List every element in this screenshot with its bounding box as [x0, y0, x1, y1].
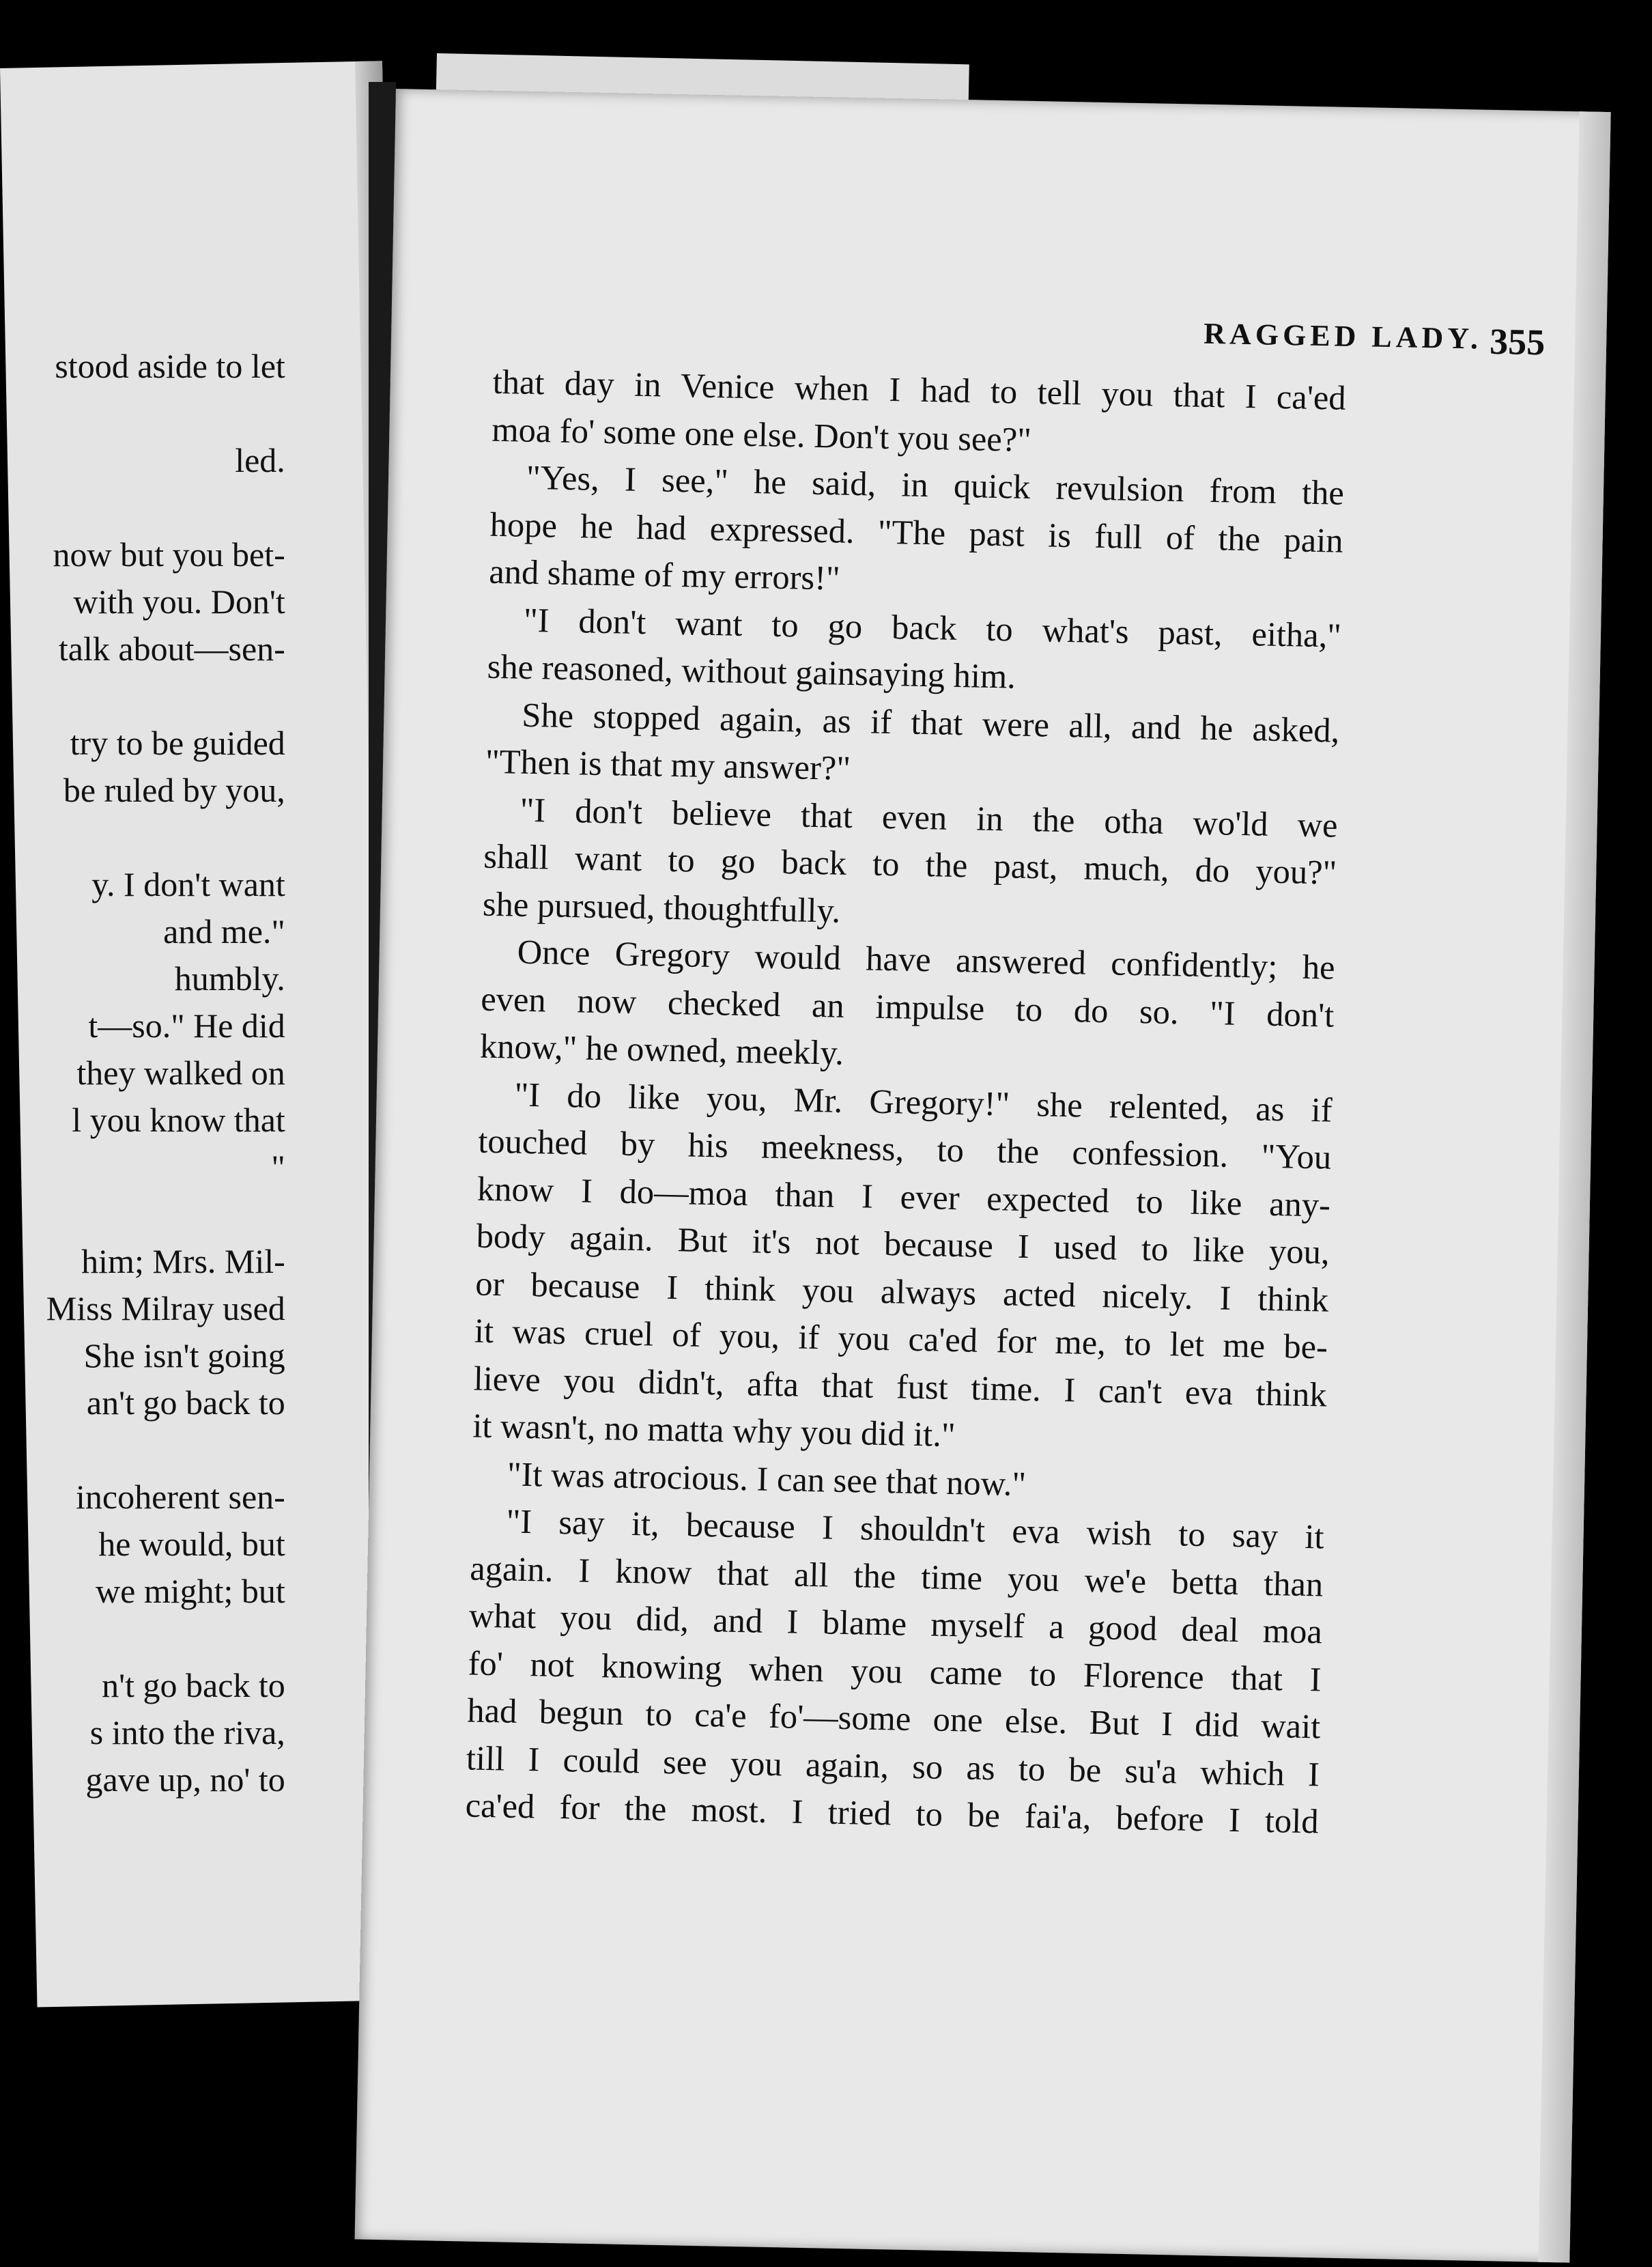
- text-line: it was cruel of you, if you ca'ed for me, to let me be-: [474, 1311, 1328, 1366]
- text-line: Once Gregory would have answered confidently; he: [517, 932, 1336, 987]
- text-line: "I say it, because I shouldn't eva wish to say it: [506, 1502, 1325, 1556]
- left-page-line: l you know that: [72, 1101, 285, 1140]
- left-page-line: [5, 1615, 285, 1662]
- text-line: "It was atrocious. I can see that now.": [507, 1454, 1027, 1503]
- left-page-line: be ruled by you,: [63, 771, 285, 810]
- text-line: body again. But it's not because I used to like you,: [476, 1216, 1330, 1271]
- text-line: even now checked an impulse to do so. "I don't: [480, 979, 1335, 1034]
- text-line: ca'ed for the most. I tried to be fai'a, before I told: [465, 1786, 1320, 1841]
- text-line: know," he owned, meekly.: [479, 1026, 844, 1072]
- text-line: had begun to ca'e fo'—some one else. But I did wait: [466, 1691, 1321, 1746]
- right-page: [355, 89, 1611, 2263]
- text-line: she pursued, thoughtfully.: [482, 884, 841, 930]
- text-line: she reasoned, without gainsaying him.: [487, 647, 1016, 696]
- left-page-line: She isn't going: [83, 1336, 285, 1375]
- left-page-line: Miss Milray used: [46, 1289, 285, 1328]
- left-page-line: now but you bet-: [53, 535, 285, 574]
- left-page-line: they walked on: [76, 1054, 285, 1093]
- text-line: and shame of my errors!": [488, 552, 841, 597]
- text-line: it wasn't, no matta why you did it.": [472, 1406, 956, 1454]
- body-text: [465, 358, 1346, 1846]
- text-line: moa fo' some one else. Don't you see?": [491, 410, 1032, 459]
- page-number: 355: [1489, 320, 1546, 363]
- left-page-line: [5, 1191, 285, 1238]
- text-line: "Yes, I see," he said, in quick revulsion from the: [526, 457, 1345, 512]
- text-line: "I don't believe that even in the otha wo'ld we: [519, 790, 1339, 845]
- left-page-line: s into the riva,: [89, 1713, 285, 1752]
- left-page-line: n't go back to: [102, 1666, 285, 1705]
- text-line: shall want to go back to the past, much, do you?": [483, 836, 1337, 892]
- left-page-line: [5, 814, 285, 861]
- running-head: [794, 301, 1546, 363]
- text-line: that day in Venice when I had to tell you that I ca'ed: [492, 362, 1347, 417]
- text-line: fo' not knowing when you came to Florence that I: [468, 1643, 1322, 1698]
- left-page-line: we might; but: [96, 1572, 285, 1611]
- running-title: RAGGED LADY.: [1203, 316, 1483, 356]
- left-page: [0, 61, 419, 2007]
- left-page-line: try to be guided: [70, 724, 285, 763]
- left-page-text: [5, 343, 285, 1803]
- left-page-line: [5, 673, 285, 720]
- left-page-line: [5, 484, 285, 531]
- text-line: what you did, and I blame myself a good deal moa: [468, 1596, 1323, 1651]
- text-line: till I could see you again, so as to be su'a which I: [466, 1738, 1320, 1793]
- left-page-line: [5, 390, 285, 437]
- text-line: lieve you didn't, afta that fust time. I can't eva think: [473, 1359, 1328, 1414]
- text-line: She stopped again, as if that were all, and he asked,: [521, 695, 1340, 750]
- left-page-line: him; Mrs. Mil-: [81, 1242, 285, 1281]
- text-line: touched by his meekness, to the confession. "You: [477, 1121, 1332, 1177]
- left-page-line: talk about—sen-: [58, 630, 285, 668]
- left-page-line: t—so." He did: [88, 1006, 285, 1045]
- text-line: or because I think you always acted nicely. I think: [474, 1264, 1329, 1319]
- left-page-line: led.: [235, 441, 285, 480]
- left-page-line: gave up, no' to: [85, 1760, 285, 1799]
- text-line: "I don't want to go back to what's past, eitha,": [523, 600, 1342, 655]
- text-line: "Then is that my answer?": [485, 742, 851, 787]
- left-page-line: y. I don't want: [91, 865, 285, 904]
- left-page-line: ": [271, 1148, 285, 1187]
- text-line: "I do like you, Mr. Gregory!" she relented, as if: [514, 1075, 1333, 1129]
- left-page-line: he would, but: [98, 1525, 285, 1564]
- text-line: hope he had expressed. "The past is full of the pain: [489, 505, 1344, 560]
- text-line: again. I know that all the time you we'e betta than: [469, 1548, 1324, 1603]
- left-page-line: stood aside to let: [55, 347, 285, 386]
- text-line: know I do—moa than I ever expected to like any-: [476, 1169, 1331, 1224]
- left-page-line: incoherent sen-: [75, 1478, 285, 1517]
- left-page-line: with you. Don't: [73, 582, 285, 621]
- right-page-edge: [1538, 111, 1610, 2262]
- left-page-line: [5, 1426, 285, 1474]
- left-page-line: humbly.: [174, 959, 285, 998]
- left-page-line: and me.": [163, 912, 285, 951]
- left-page-line: an't go back to: [86, 1383, 285, 1422]
